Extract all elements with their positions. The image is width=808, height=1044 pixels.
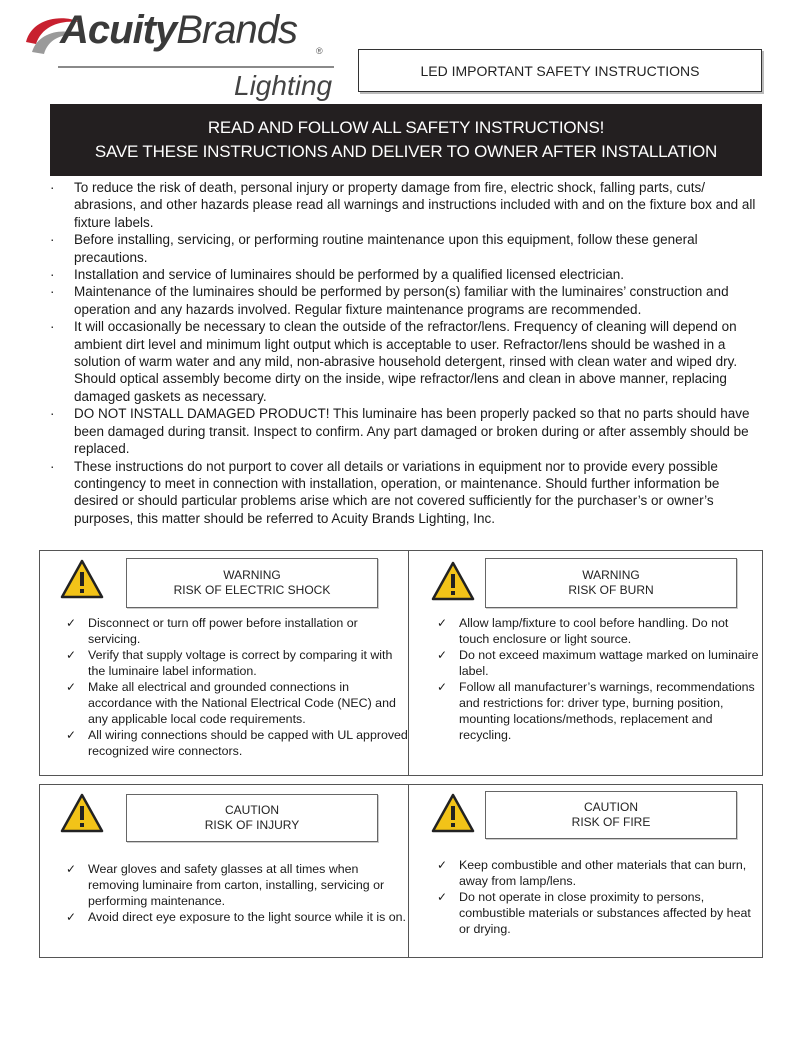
check-item: ✓ Do not operate in close proximity to persons, combustible materials or substances affected by heat or drying.	[437, 890, 751, 936]
check-item: ✓ Verify that supply voltage is correct by comparing it with the luminaire label information.	[66, 648, 393, 678]
check-item: ✓ Disconnect or turn off power before installation or servicing.	[66, 616, 358, 646]
logo-wordmark	[60, 8, 297, 53]
panel-electric-shock	[39, 550, 409, 776]
banner-line-1: READ AND FOLLOW ALL SAFETY INSTRUCTIONS!	[207, 118, 605, 137]
document-title: LED IMPORTANT SAFETY INSTRUCTIONS	[420, 62, 700, 79]
warning-triangle-icon	[60, 793, 104, 833]
panel-level: CAUTION	[584, 799, 638, 814]
instruction-item: · Before installing, servicing, or performing routine maintenance upon this equipment, follow these general precautions.	[50, 232, 698, 265]
check-icon: ✓	[437, 890, 448, 904]
panel-title-box	[485, 558, 737, 608]
check-icon: ✓	[437, 616, 448, 630]
check-item: ✓ Follow all manufacturer’s warnings, recommendations and restrictions for: driver type, burning position, mounting locations/methods, replacement and recycling.	[437, 680, 755, 742]
banner-line-2: SAVE THESE INSTRUCTIONS AND DELIVER TO OWNER AFTER INSTALLATION	[94, 142, 718, 161]
panel-risk: RISK OF BURN	[568, 583, 654, 597]
check-item: ✓ Make all electrical and grounded connections in accordance with the National Electrical Code (NEC) and any applicable local code requirements.	[66, 680, 396, 726]
panel-risk: RISK OF ELECTRIC SHOCK	[173, 583, 331, 597]
check-icon: ✓	[66, 648, 77, 662]
instruction-item: · It will occasionally be necessary to clean the outside of the refractor/lens. Frequency of cleaning will depend on ambient dirt level and minimum light output which is acceptable to user. Refractor/lens should be washed in a solution of warm water and any mild, non-abrasive household detergent, rinsed with clean water and wiped dry. Should optical assembly become dirty on the inside, wipe refractor/lens and clean in above manner, replacing damaged gaskets as necessary.	[50, 319, 738, 404]
check-icon: ✓	[66, 616, 77, 630]
panel-fire	[408, 784, 763, 958]
check-icon: ✓	[437, 648, 448, 662]
document-title-box	[358, 49, 762, 92]
check-icon: ✓	[66, 728, 77, 742]
check-item: ✓ All wiring connections should be capped with UL approved recognized wire connectors.	[66, 728, 408, 758]
instruction-item: · Maintenance of the luminaires should be performed by person(s) familiar with the luminaires’ construction and operation and any hazards involved. Regular fixture maintenance programs are recommended.	[50, 284, 729, 317]
panel-checklist	[435, 857, 761, 937]
instruction-item: · DO NOT INSTALL DAMAGED PRODUCT! This luminaire has been properly packed so that no parts should have been damaged during transit. Inspect to confirm. Any part damaged or broken during or after assembly should be replaced.	[50, 406, 750, 457]
check-icon: ✓	[66, 910, 77, 924]
instruction-item: · To reduce the risk of death, personal injury or property damage from fire, electric shock, falling parts, cuts/ abrasions, and other hazards please read all warnings and instructions included with and on the fixture box and all fixture labels.	[50, 180, 756, 230]
panel-checklist	[64, 861, 410, 925]
warning-triangle-icon	[431, 561, 475, 601]
logo-brands: Brands	[176, 8, 297, 52]
check-icon: ✓	[437, 858, 448, 872]
panel-burn	[408, 550, 763, 776]
panel-title-box	[485, 791, 737, 839]
panel-risk: RISK OF INJURY	[204, 818, 300, 832]
panel-level: CAUTION	[225, 802, 279, 817]
check-item: ✓ Avoid direct eye exposure to the light source while it is on.	[66, 910, 406, 924]
panel-risk: RISK OF FIRE	[571, 815, 651, 829]
panel-injury	[39, 784, 409, 958]
panel-title-box	[126, 794, 378, 842]
check-item: ✓ Wear gloves and safety glasses at all times when removing luminaire from carton, installing, servicing or performing maintenance.	[66, 862, 385, 908]
warning-triangle-icon	[431, 793, 475, 833]
check-icon: ✓	[437, 680, 448, 694]
safety-banner	[50, 104, 762, 176]
logo-lighting: Lighting	[234, 70, 333, 101]
instructions-list	[48, 179, 760, 527]
panel-level: WARNING	[223, 567, 281, 582]
check-item: ✓ Allow lamp/fixture to cool before handling. Do not touch enclosure or light source.	[437, 616, 729, 646]
acuity-brands-logo	[22, 8, 332, 104]
instruction-item: · These instructions do not purport to cover all details or variations in equipment nor to provide every possible contingency to meet in connection with installation, operation, or maintenance. Should further information be desired or should particular problems arise which are not covered sufficiently for the purchaser’s or owner’s purposes, this matter should be referred to Acuity Brands Lighting, Inc.	[50, 458, 720, 526]
check-item: ✓ Do not exceed maximum wattage marked on luminaire label.	[437, 648, 759, 678]
check-icon: ✓	[66, 862, 77, 876]
check-icon: ✓	[66, 680, 77, 694]
logo-registered-mark: ®	[316, 46, 323, 56]
panel-checklist	[435, 615, 761, 743]
instruction-item: · Installation and service of luminaires should be performed by a qualified licensed electrician.	[50, 267, 625, 283]
panel-checklist	[64, 615, 410, 759]
panel-title-box	[126, 558, 378, 608]
panel-level: WARNING	[582, 567, 640, 582]
warning-triangle-icon	[60, 559, 104, 599]
logo-rule	[58, 66, 334, 68]
logo-acuity: Acuity	[60, 8, 177, 52]
check-item: ✓ Keep combustible and other materials that can burn, away from lamp/lens.	[437, 858, 747, 888]
